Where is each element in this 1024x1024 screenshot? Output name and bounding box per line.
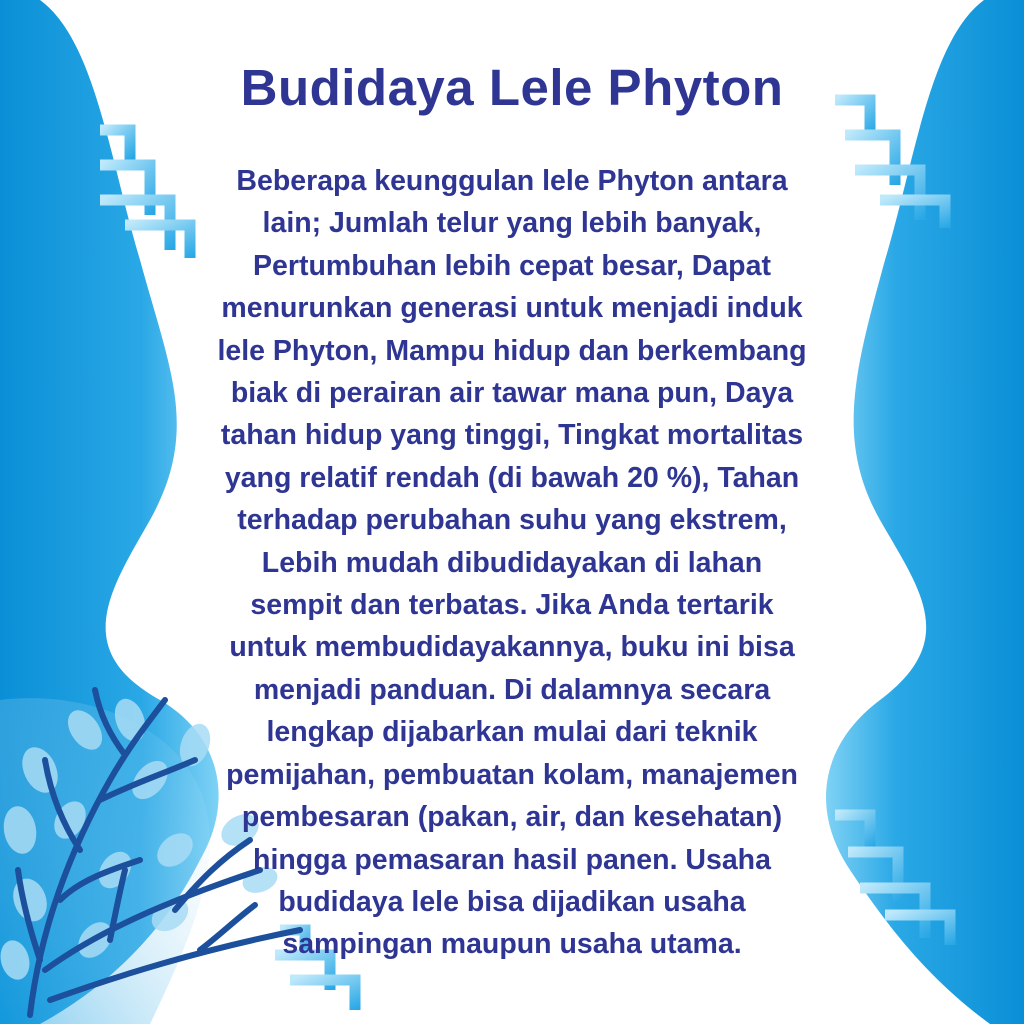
text-line: Lebih mudah dibudidayakan di lahan — [261, 546, 763, 579]
text-line: yang relatif rendah (di bawah 20 %), Tahan — [224, 461, 800, 494]
text-line: Beberapa keunggulan lele Phyton antara — [236, 165, 788, 197]
page-title: Budidaya Lele Phyton — [240, 59, 784, 116]
description-paragraph — [130, 160, 894, 966]
text-line: pembesaran (pakan, air, dan kesehatan) — [241, 801, 783, 834]
text-line: terhadap perubahan suhu yang ekstrem, — [237, 504, 787, 537]
text-line: biak di perairan air tawar mana pun, Daya — [230, 377, 794, 410]
text-line: tahan hidup yang tinggi, Tingkat mortalitas — [220, 419, 804, 452]
text-line: budidaya lele bisa dijadikan usaha — [278, 885, 746, 918]
text-line: lain; Jumlah telur yang lebih banyak, — [262, 207, 762, 240]
text-line: Pertumbuhan lebih cepat besar, Dapat — [253, 249, 771, 282]
text-line: menurunkan generasi untuk menjadi induk — [221, 292, 803, 325]
text-line: sampingan maupun usaha utama. — [282, 928, 742, 961]
text-line: hingga pemasaran hasil panen. Usaha — [253, 843, 771, 876]
text-line: pemijahan, pembuatan kolam, manajemen — [226, 758, 798, 791]
text-line: untuk membudidayakannya, buku ini bisa — [229, 631, 795, 664]
text-line: sempit dan terbatas. Jika Anda tertarik — [250, 589, 774, 622]
text-line: lele Phyton, Mampu hidup dan berkembang — [217, 334, 807, 367]
text-line: lengkap dijabarkan mulai dari teknik — [266, 716, 758, 749]
text-line: menjadi panduan. Di dalamnya secara — [253, 673, 771, 706]
